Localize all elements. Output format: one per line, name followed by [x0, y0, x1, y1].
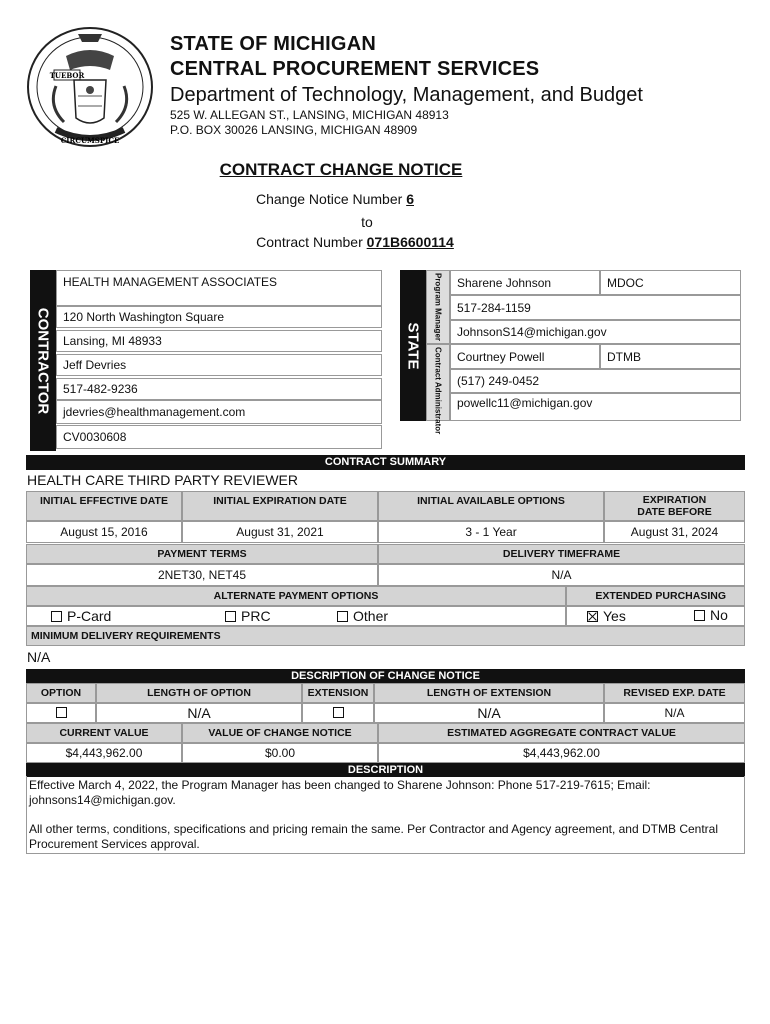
- length-of-option: N/A: [96, 703, 302, 723]
- alternate-payment-options: [26, 606, 566, 626]
- contract-number: 071B6600114: [366, 234, 454, 250]
- header-agency: CENTRAL PROCUREMENT SERVICES: [170, 58, 540, 80]
- yes-option[interactable]: Yes: [587, 608, 626, 624]
- change-notice-number: 6: [406, 191, 414, 207]
- contract-admin-label: Contract Administrator: [433, 346, 443, 434]
- initial-available-options: 3 - 1 Year: [378, 521, 604, 543]
- value-of-change-notice: $0.00: [182, 743, 378, 763]
- pm-phone: 517-284-1159: [450, 295, 741, 320]
- contract-summary-bar: CONTRACT SUMMARY: [26, 455, 745, 470]
- contractor-name: HEALTH MANAGEMENT ASSOCIATES: [56, 270, 382, 306]
- payment-terms: 2NET30, NET45: [26, 564, 378, 586]
- description-paragraph-1: Effective March 4, 2022, the Program Manager has been changed to Sharene Johnson: Phone 517-219-7615; Email: johnsons14@michigan.gov.: [29, 778, 651, 807]
- prc-checkbox[interactable]: [225, 611, 236, 622]
- header-payment-terms: PAYMENT TERMS: [26, 544, 378, 564]
- header-state: STATE OF MICHIGAN: [170, 33, 376, 55]
- minimum-delivery: N/A: [27, 649, 51, 665]
- no-option[interactable]: No: [694, 607, 728, 623]
- yes-checkbox-checked[interactable]: [587, 611, 598, 622]
- header-value-of-change: VALUE OF CHANGE NOTICE: [182, 723, 378, 743]
- header-extended-purchasing: EXTENDED PURCHASING: [566, 586, 745, 606]
- description-body: [26, 776, 745, 854]
- header-aggregate-value: ESTIMATED AGGREGATE CONTRACT VALUE: [378, 723, 745, 743]
- delivery-timeframe: N/A: [378, 564, 745, 586]
- pm-name: Sharene Johnson: [450, 270, 600, 295]
- extended-purchasing-options: [566, 606, 745, 626]
- contractor-contact: Jeff Devries: [56, 354, 382, 376]
- header-delivery-timeframe: DELIVERY TIMEFRAME: [378, 544, 745, 564]
- notice-to: to: [361, 214, 373, 230]
- header-initial-effective: INITIAL EFFECTIVE DATE: [26, 491, 182, 521]
- program-manager-label-box: [426, 270, 450, 344]
- contract-number-line: Contract Number 071B6600114: [256, 234, 454, 250]
- state-label-bar: [400, 270, 426, 421]
- header-current-value: CURRENT VALUE: [26, 723, 182, 743]
- ca-phone: (517) 249-0452: [450, 369, 741, 393]
- contractor-label: CONTRACTOR: [34, 307, 52, 414]
- description-bar: DESCRIPTION: [26, 763, 745, 777]
- contractor-street: 120 North Washington Square: [56, 306, 382, 328]
- header-initial-expiration: INITIAL EXPIRATION DATE: [182, 491, 378, 521]
- header-department: Department of Technology, Management, and Budget: [170, 84, 643, 106]
- contractor-label-bar: [30, 270, 56, 451]
- option-checkbox[interactable]: [56, 707, 67, 718]
- change-notice-bar: DESCRIPTION OF CHANGE NOTICE: [26, 669, 745, 683]
- header-address-2: P.O. BOX 30026 LANSING, MICHIGAN 48909: [170, 123, 418, 137]
- initial-effective-date: August 15, 2016: [26, 521, 182, 543]
- header-alternate-payment: ALTERNATE PAYMENT OPTIONS: [26, 586, 566, 606]
- seal-motto: CIRCUMSPICE: [60, 136, 120, 145]
- header-expiration-before: EXPIRATION DATE BEFORE: [604, 491, 745, 521]
- seal-tuebor: TUEBOR: [49, 71, 85, 80]
- change-notice-line: Change Notice Number 6: [256, 191, 414, 207]
- extension-cell: [302, 703, 374, 723]
- contractor-phone: 517-482-9236: [56, 378, 382, 400]
- contractor-city: Lansing, MI 48933: [56, 330, 382, 352]
- pm-email: JohnsonS14@michigan.gov: [450, 320, 741, 344]
- contractor-vendor-id: CV0030608: [56, 425, 382, 449]
- ca-email: powellc11@michigan.gov: [450, 393, 741, 421]
- header-extension: EXTENSION: [302, 683, 374, 703]
- description-paragraph-2: All other terms, conditions, specifications and pricing remain the same. Per Contractor and Agency agreement, and DTMB Central Procurement Services approval.: [29, 822, 718, 851]
- header-address-1: 525 W. ALLEGAN ST., LANSING, MICHIGAN 48913: [170, 108, 449, 122]
- current-value: $4,443,962.00: [26, 743, 182, 763]
- notice-title: CONTRACT CHANGE NOTICE: [219, 160, 463, 179]
- revised-exp-date: N/A: [604, 703, 745, 723]
- expiration-date-before: August 31, 2024: [604, 521, 745, 543]
- header-minimum-delivery: MINIMUM DELIVERY REQUIREMENTS: [26, 626, 745, 646]
- pcard-option[interactable]: P-Card: [51, 608, 111, 624]
- other-option[interactable]: Other: [337, 608, 388, 624]
- length-of-extension: N/A: [374, 703, 604, 723]
- contractor-email: jdevries@healthmanagement.com: [56, 400, 382, 424]
- header-length-of-extension: LENGTH OF EXTENSION: [374, 683, 604, 703]
- program-manager-label: Program Manager: [433, 272, 443, 342]
- pm-agency: MDOC: [600, 270, 741, 295]
- initial-expiration-date: August 31, 2021: [182, 521, 378, 543]
- state-label: STATE: [404, 322, 422, 369]
- header-option: OPTION: [26, 683, 96, 703]
- michigan-seal-icon: [26, 26, 154, 148]
- header-length-of-option: LENGTH OF OPTION: [96, 683, 302, 703]
- aggregate-contract-value: $4,443,962.00: [378, 743, 745, 763]
- ca-name: Courtney Powell: [450, 344, 600, 369]
- contract-description: HEALTH CARE THIRD PARTY REVIEWER: [27, 472, 298, 488]
- prc-option[interactable]: PRC: [225, 608, 271, 624]
- pcard-checkbox[interactable]: [51, 611, 62, 622]
- option-cell: [26, 703, 96, 723]
- contract-admin-label-box: [426, 344, 450, 434]
- ca-agency: DTMB: [600, 344, 741, 369]
- header-revised-exp-date: REVISED EXP. DATE: [604, 683, 745, 703]
- extension-checkbox[interactable]: [333, 707, 344, 718]
- no-checkbox[interactable]: [694, 610, 705, 621]
- other-checkbox[interactable]: [337, 611, 348, 622]
- header-initial-options: INITIAL AVAILABLE OPTIONS: [378, 491, 604, 521]
